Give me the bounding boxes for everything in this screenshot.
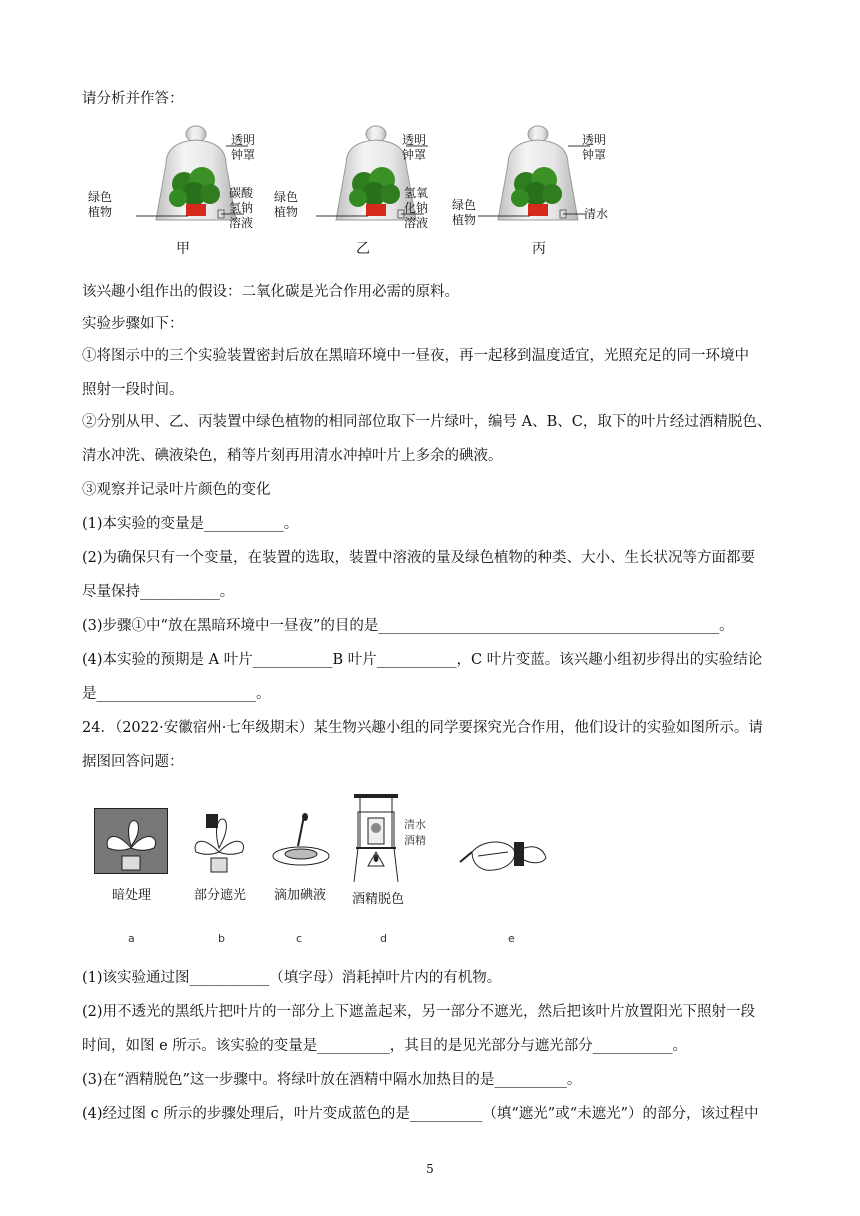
q24-question-4: (4)经过图 c 所示的步骤处理后，叶片变成蓝色的是__________（填“遮光”或“未遮光”）的部分，该过程中 [82, 1106, 759, 1122]
step-d-letter: d [380, 932, 387, 945]
bell-jar-bing-illustration [478, 124, 598, 234]
text-line: ①将图示中的三个实验装置密封后放在黑暗环境中一昼夜，再一起移到温度适宜，光照充足的同一环境中 [82, 348, 749, 364]
page-number: 5 [426, 1162, 434, 1176]
step-e-leaf-illustration [458, 832, 554, 882]
step-c-label: 滴加碘液 [274, 888, 327, 903]
text-line: 照射一段时间。 [82, 382, 184, 398]
question-4: (4)本实验的预期是 A 叶片___________B 叶片___________，C 叶片变蓝。该兴趣小组初步得出的实验结论 [82, 652, 763, 668]
step-c-iodine-illustration [268, 812, 334, 872]
step-c-letter: c [296, 932, 303, 945]
step-d-alcohol-bath-illustration [348, 792, 404, 886]
step-b-letter: b [218, 932, 225, 945]
bell-jia-caption: 甲 [176, 241, 190, 257]
experiment-steps-figure [86, 792, 566, 952]
text-line: ②分别从甲、乙、丙装置中绿色植物的相同部位取下一片绿叶，编号 A、B、C，取下的叶片经过酒精脱色、 [82, 414, 772, 430]
bell-yi-left-label: 绿色 植物 [274, 190, 299, 219]
question-3: (3)步骤①中“放在黑暗环境中一昼夜”的目的是_______________________________________________。 [82, 618, 734, 634]
bell-yi-top-label: 透明 钟罩 [402, 133, 427, 162]
bell-jia-left-label: 绿色 植物 [88, 190, 113, 219]
question-2: (2)为确保只有一个变量，在装置的选取，装置中溶液的量及绿色植物的种类、大小、生长状况等方面都要 [82, 550, 756, 566]
intro-text: 请分析并作答： [82, 91, 184, 107]
bell-yi-caption: 乙 [356, 241, 370, 257]
step-a-dark-treatment-illustration [94, 808, 168, 874]
bell-yi-right-label: 氢氧 化钠 溶液 [404, 186, 429, 230]
step-e-letter: e [508, 932, 515, 945]
step-a-letter: a [128, 932, 135, 945]
question-1: (1)本实验的变量是___________。 [82, 516, 299, 532]
bell-bing-caption: 丙 [532, 241, 546, 257]
text-line: 据图回答问题： [82, 754, 184, 770]
q24-question-3: (3)在“酒精脱色”这一步骤中。将绿叶放在酒精中隔水加热目的是__________。 [82, 1072, 582, 1088]
text-line: 清水冲洗、碘液染色，稍等片刻再用清水冲掉叶片上多余的碘液。 [82, 448, 503, 464]
bell-jar-figure [86, 120, 626, 260]
text-line: 是______________________。 [82, 686, 271, 702]
text-line: 时间，如图 e 所示。该实验的变量是__________，其目的是见光部分与遮光部分___________。 [82, 1038, 688, 1054]
step-a-label: 暗处理 [112, 888, 152, 903]
bell-jia-top-label: 透明 钟罩 [231, 133, 256, 162]
step-d-label: 酒精脱色 [352, 892, 405, 907]
q24-question-1: (1)该实验通过图___________（填字母）消耗掉叶片内的有机物。 [82, 970, 502, 986]
bell-jia-right-label: 碳酸 氢钠 溶液 [229, 186, 254, 230]
q24-question-2: (2)用不透光的黑纸片把叶片的一部分上下遮盖起来，另一部分不遮光，然后把该叶片放置阳光下照射一段 [82, 1004, 756, 1020]
text-line: 实验步骤如下： [82, 316, 184, 332]
step-b-label: 部分遮光 [194, 888, 247, 903]
step-b-partial-shading-illustration [186, 808, 252, 874]
bell-bing-right-label: 清水 [584, 207, 609, 221]
step-d-water-label: 清水 [404, 818, 426, 831]
text-line: 该兴趣小组作出的假设：二氧化碳是光合作用必需的原料。 [82, 284, 459, 300]
text-line: ③观察并记录叶片颜色的变化 [82, 482, 271, 498]
bell-bing-left-label: 绿色 植物 [452, 198, 477, 227]
problem-24-stem: 24．（2022·安徽宿州·七年级期末）某生物兴趣小组的同学要探究光合作用，他们设计的实验如图所示。请 [82, 720, 763, 736]
step-d-alcohol-label: 酒精 [404, 834, 426, 847]
text-line: 尽量保持___________。 [82, 584, 235, 600]
bell-bing-top-label: 透明 钟罩 [582, 133, 607, 162]
